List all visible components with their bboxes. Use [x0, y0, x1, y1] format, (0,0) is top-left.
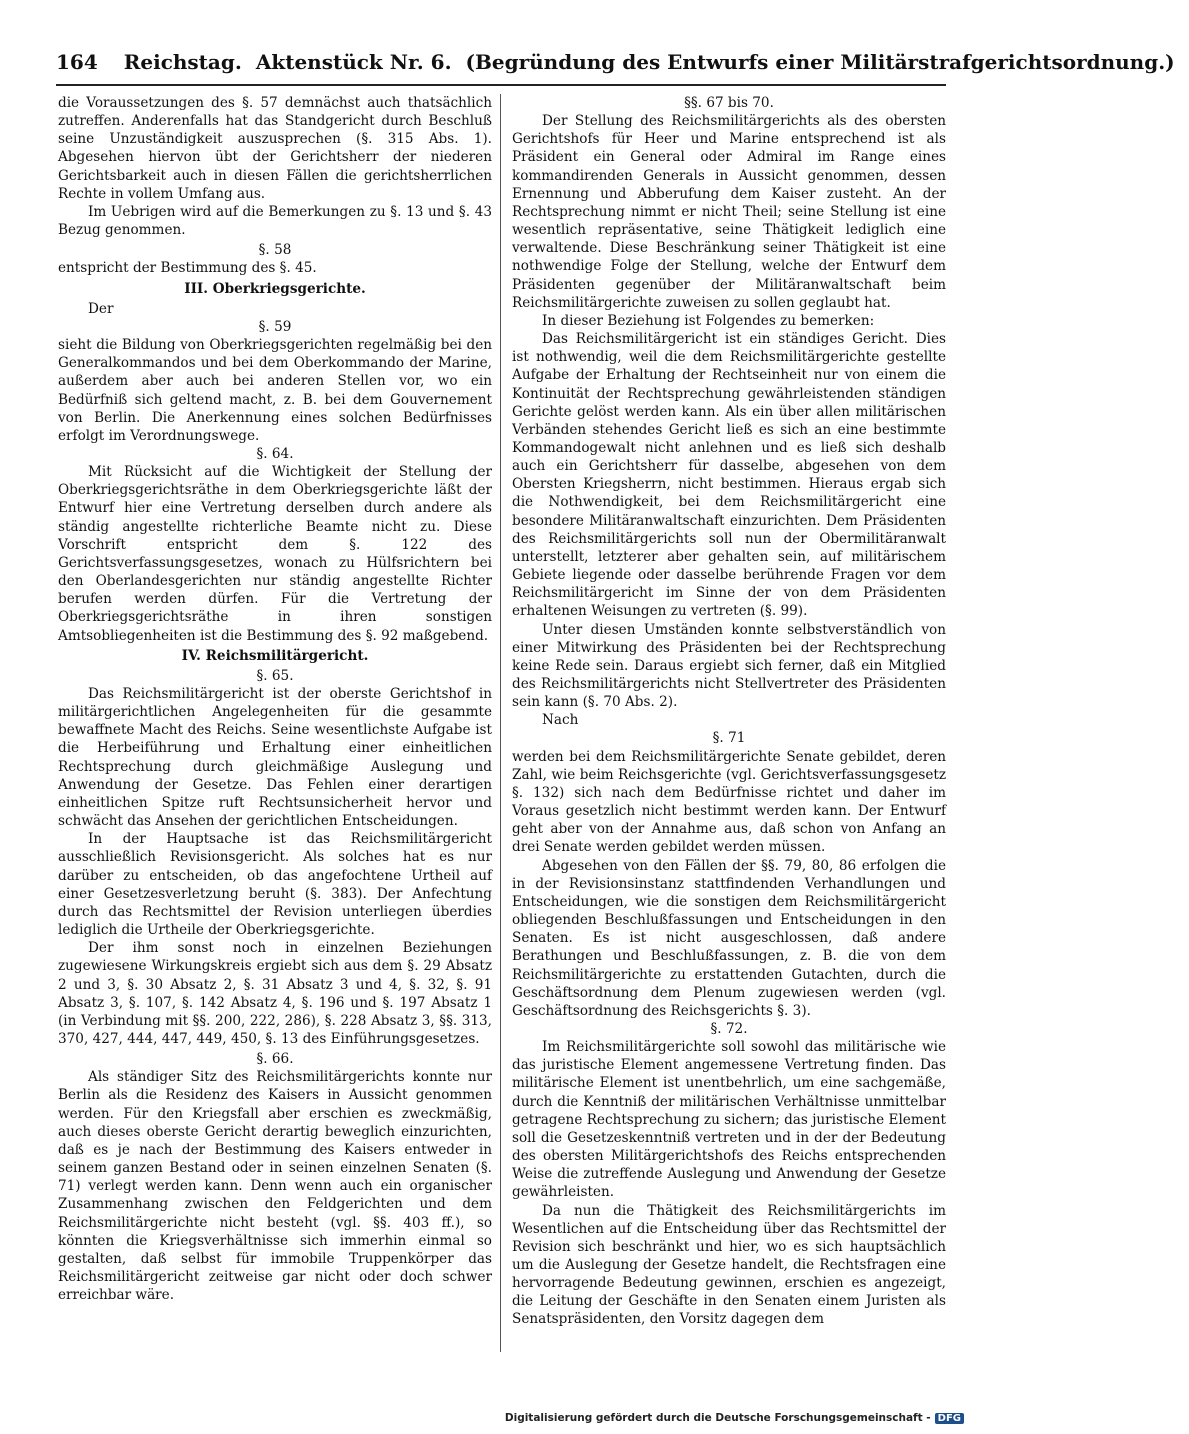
section-number: §. 64.: [256, 445, 294, 462]
section-number: §. 66.: [256, 1051, 294, 1068]
paragraph: Der ihm sonst noch in einzelnen Beziehungen zugewiesene Wirkungskreis ergiebt sich aus dem §. 29 Absatz 2 und 3, §. 30 Absatz 2, §. 31 Absatz 3 und 4, §. 32, §. 91 Absatz 3, §. 107, §. 142 Absatz 4, §. 196 und §. 197 Absatz 1 (in Verbindung mit §§. 200, 222, 286), §. 228 Absatz 3, §§. 313, 370, 427, 444, 447, 449, 450, §. 13 des Einführungsgesetzes.: [58, 940, 492, 1047]
section-number: §. 58: [258, 242, 292, 259]
paragraph: Unter diesen Umständen konnte selbstverständlich von einer Mitwirkung des Präsidenten bei der Rechtsprechung keine Rede sein. Daraus ergiebt sich ferner, daß ein Mitglied des Reichsmilitärgerichts nicht Stellvertreter des Präsidenten sein kann (§. 70 Abs. 2).: [512, 621, 946, 711]
paragraph: die Voraussetzungen des §. 57 demnächst auch thatsächlich zutreffen. Anderenfalls hat das Standgericht durch Beschluß seine Unzuständigkeit auszusprechen (§. 315 Abs. 1). Abgesehen hiervon übt der Gerichtsherr der niederen Gerichtsbarkeit auch in diesen Fällen die gerichtsherrlichen Rechte in vollem Umfang aus.: [58, 95, 492, 202]
section-number: §. 59: [258, 318, 292, 335]
page-header: [56, 50, 1175, 74]
paragraph: Der: [88, 300, 114, 317]
paragraph: Der Stellung des Reichsmilitärgerichts als des obersten Gerichtshofs für Heer und Marine entsprechend ist als Präsident ein General oder Admiral im Range eines kommandirenden Generals in Aussicht genommen, dessen Ernennung und Abberufung dem Kaiser zusteht. An der Rechtsprechung nimmt er nicht Theil; seine Stellung ist eine wesentlich repräsentative, seine Thätigkeit lediglich eine verwaltende. Diese Beschränkung seiner Thätigkeit ist eine nothwendige Folge der Stellung, welche der Entwurf dem Präsidenten gegenüber der Militäranwaltschaft beim Reichsmilitärgerichte zuweisen zu sollen geglaubt hat.: [512, 113, 946, 311]
paragraph: Da nun die Thätigkeit des Reichsmilitärgerichts im Wesentlichen auf die Entscheidung über das Rechtsmittel der Revision sich beschränkt und hier, wo es sich hauptsächlich um die Auslegung der Gesetze handelt, die Rechtsfragen eine hervorragende Bedeutung gewinnen, erschien es angezeigt, die Leitung der Geschäfte in den Senaten einem Juristen als Senatspräsidenten, den Vorsitz dagegen dem: [512, 1202, 946, 1328]
paragraph: In dieser Beziehung ist Folgendes zu bemerken:: [542, 312, 875, 329]
paragraph: Mit Rücksicht auf die Wichtigkeit der Stellung der Oberkriegsgerichtsräthe in dem Oberkriegsgerichte läßt der Entwurf hier eine Vertretung derselben durch andere als ständig angestellte richterliche Beamte nicht zu. Diese Vorschrift entspricht dem §. 122 des Gerichtsverfassungsgesetzes, wonach zu Hülfsrichtern bei den Oberlandesgerichten nur ständig angestellte Richter berufen werden dürfen. Für die Vertretung der Oberkriegsgerichtsräthe in ihren sonstigen Amtsobliegenheiten ist die Bestimmung des §. 92 maßgebend.: [58, 464, 492, 644]
section-number: §§. 67 bis 70.: [684, 95, 774, 111]
page-number: 164: [56, 50, 98, 74]
digitization-credit: [505, 1412, 964, 1424]
paragraph: Das Reichsmilitärgericht ist der oberste Gerichtshof in militärgerichtlichen Angelegenheiten für die gesammte bewaffnete Macht des Reichs. Seine wesentlichste Aufgabe ist die Herbeiführung und Erhaltung einer einheitlichen Rechtsprechung durch gleichmäßige Auslegung und Anwendung der Gesetze. Das Fehlen einer derartigen einheitlichen Spitze ruft Rechtsunsicherheit hervor und schwächt das Ansehen der gerichtlichen Entscheidungen.: [58, 686, 492, 830]
header-rule: [56, 84, 946, 86]
paragraph: Nach: [542, 712, 579, 729]
paragraph: Im Uebrigen wird auf die Bemerkungen zu §. 13 und §. 43 Bezug genommen.: [58, 203, 492, 239]
right-column: [512, 94, 946, 1329]
section-heading: III. Oberkriegsgerichte.: [184, 280, 366, 297]
section-number: §. 71: [712, 730, 746, 747]
paragraph: Im Reichsmilitärgerichte soll sowohl das militärische wie das juristische Element angemessene Vertretung finden. Das militärische Element ist unentbehrlich, um eine sachgemäße, durch die Kenntniß der militärischen Verhältnisse unmittelbar getragene Rechtsprechung zu sichern; das juristische Element soll die Gesetzeskenntniß vertreten und in der der Bedeutung des obersten Militärgerichtshofs des Reichs entsprechenden Weise die zutreffende Auslegung und Anwendung der Gesetze gewährleisten.: [512, 1039, 946, 1201]
section-number: §. 72.: [710, 1020, 748, 1037]
credit-text: Digitalisierung gefördert durch die Deutsche Forschungsgemeinschaft -: [504, 1412, 931, 1424]
section-heading: IV. Reichsmilitärgericht.: [181, 647, 369, 664]
paragraph: Das Reichsmilitärgericht ist ein ständiges Gericht. Dies ist nothwendig, weil die dem Reichsmilitärgerichte gestellte Aufgabe der Erhaltung der Rechtseinheit nur von einem die Kontinuität der Rechtsprechung gewährleistenden ständigen Gerichte gelöst werden kann. Als ein über allen militärischen Verbänden stehendes Gericht ließ es sich an eine bestimmte Kommandogewalt nicht anlehnen und es ließ sich deshalb auch ein Gerichtsherr für dasselbe, abgesehen von dem Obersten Kriegsherrn, nicht bestimmen. Hieraus ergab sich die Nothwendigkeit, bei dem Reichsmilitärgericht eine besondere Militäranwaltschaft einzurichten. Dem Präsidenten des Reichsmilitärgerichts soll nun der Obermilitäranwalt unterstellt, letzterer aber gehalten sein, auf militärischem Gebiete liegende oder dasselbe berührende Fragen vor dem Reichsmilitärgericht im Sinne der von dem Präsidenten erhaltenen Weisungen zu vertreten (§. 99).: [512, 331, 946, 620]
paragraph: werden bei dem Reichsmilitärgerichte Senate gebildet, deren Zahl, wie beim Reichsgerichte (vgl. Gerichtsverfassungsgesetz §. 132) sich nach dem Bedürfnisse richtet und daher im Voraus gesetzlich nicht bestimmt werden kann. Der Entwurf geht aber von der Annahme aus, daß schon von Anfang an drei Senate werden gebildet werden müssen.: [512, 748, 946, 856]
header-document: Aktenstück Nr. 6.: [255, 50, 452, 74]
paragraph: Abgesehen von den Fällen der §§. 79, 80, 86 erfolgen die in der Revisionsinstanz stattfindenden Verhandlungen und Entscheidungen, wie die sonstigen dem Reichsmilitärgericht obliegenden Beschlußfassungen und Entscheidungen in den Senaten. Es ist nicht ausgeschlossen, daß andere Berathungen und Beschlußfassungen, z. B. die von dem Reichsmilitärgerichte zu erstattenden Gutachten, durch die Geschäftsordnung dem Plenum zugewiesen werden (vgl. Geschäftsordnung des Reichsgerichts §. 3).: [512, 857, 946, 1019]
column-divider: [500, 94, 501, 1352]
header-subject: (Begründung des Entwurfs einer Militärstrafgerichtsordnung.): [465, 50, 1175, 74]
header-publication: Reichstag.: [123, 50, 242, 74]
section-number: §. 65.: [256, 667, 294, 684]
dfg-logo: DFG: [935, 1413, 964, 1424]
paragraph: In der Hauptsache ist das Reichsmilitärgericht ausschließlich Revisionsgericht. Als solches hat es nur darüber zu entscheiden, ob das angefochtene Urtheil auf einer Gesetzesverletzung beruht (§. 383). Der Anfechtung durch das Rechtsmittel der Revision unterliegen überdies lediglich die Urtheile der Oberkriegsgerichte.: [58, 831, 492, 939]
paragraph: sieht die Bildung von Oberkriegsgerichten regelmäßig bei den Generalkommandos und bei dem Oberkommando der Marine, außerdem aber auch bei anderen Stellen vor, wo ein Bedürfniß sich geltend macht, z. B. bei dem Gouvernement von Berlin. Die Anerkennung eines solchen Bedürfnisses erfolgt im Verordnungswege.: [58, 337, 492, 444]
paragraph: entspricht der Bestimmung des §. 45.: [58, 260, 317, 277]
paragraph: Als ständiger Sitz des Reichsmilitärgerichts konnte nur Berlin als die Residenz des Kaisers in Aussicht genommen werden. Für den Kriegsfall aber erschien es zweckmäßig, auch dieses oberste Gericht derartig beweglich einzurichten, daß es je nach der Bestimmung des Kaisers entweder in seinem ganzen Bestand oder in seinen einzelnen Senaten (§. 71) verlegt werden kann. Denn wenn auch ein organischer Zusammenhang zwischen den Feldgerichten und dem Reichsmilitärgerichte nicht besteht (vgl. §§. 403 ff.), so könnten die Kriegsverhältnisse sich immerhin einmal so gestalten, daß selbst für immobile Truppenkörper das Reichsmilitärgericht zeitweise gar nicht oder doch schwer erreichbar wäre.: [58, 1069, 492, 1304]
left-column: [58, 94, 492, 1304]
